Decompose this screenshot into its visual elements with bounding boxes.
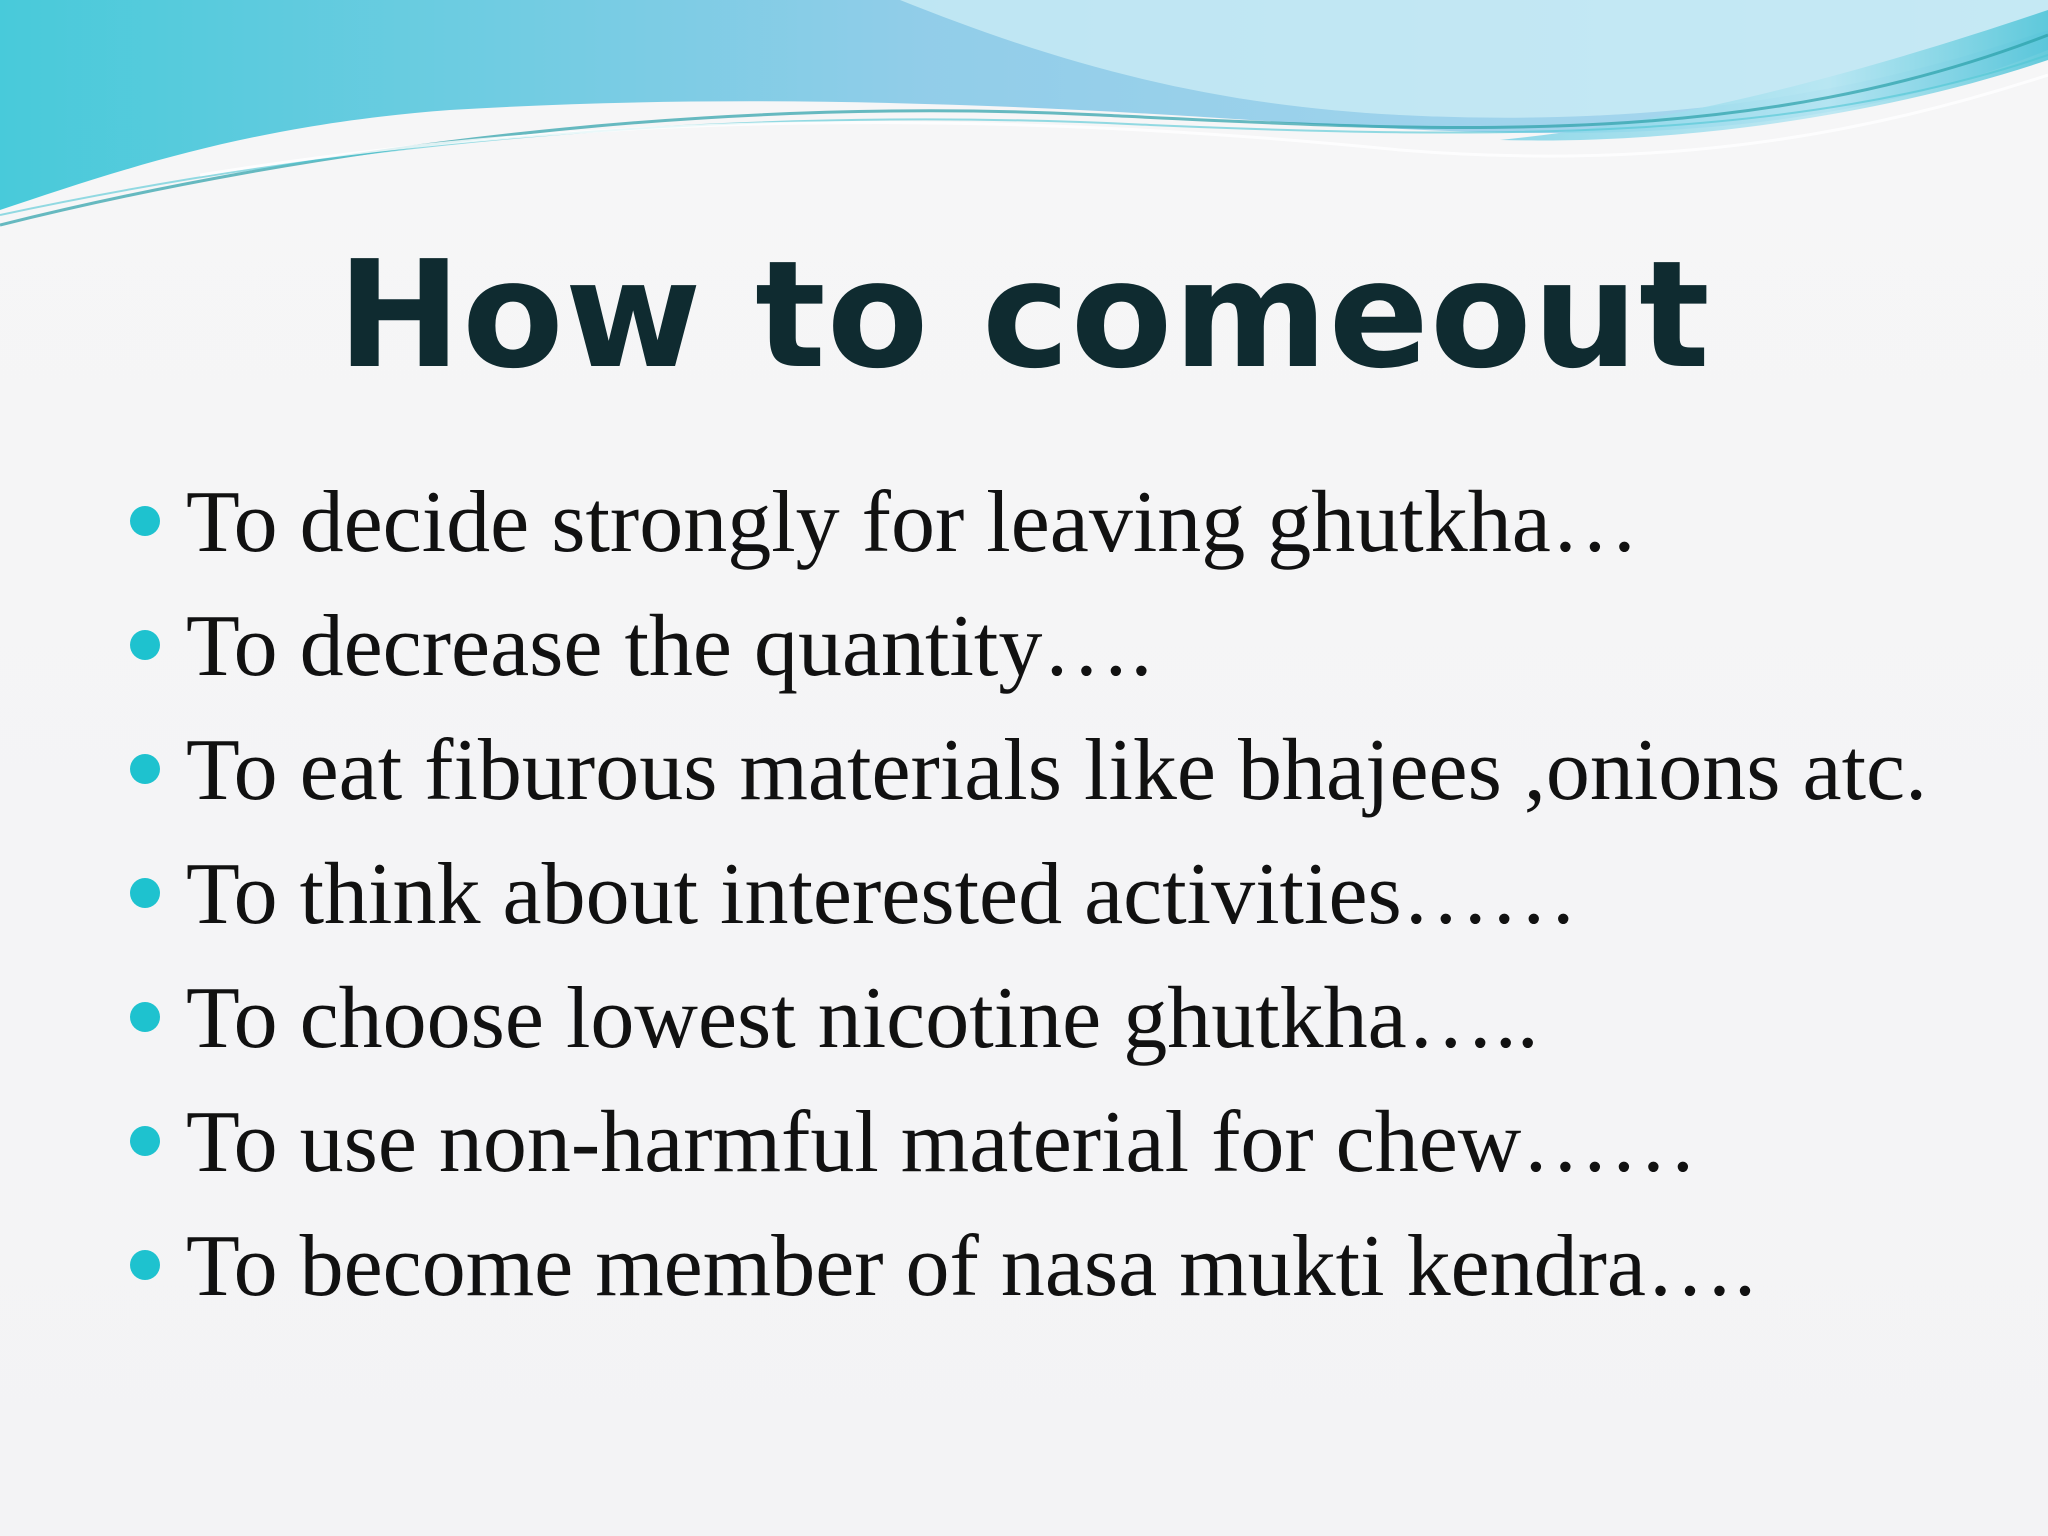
slide-title: How to comeout <box>337 229 1711 401</box>
bullet-dot-icon <box>130 1002 160 1032</box>
bullet-text: To choose lowest nicotine ghutkha….. <box>186 970 1539 1067</box>
bullet-text: To decide strongly for leaving ghutkha… <box>186 474 1639 571</box>
bullet-dot-icon <box>130 506 160 536</box>
bullet-text: To use non-harmful material for chew…… <box>186 1094 1698 1191</box>
bullet-dot-icon <box>130 754 160 784</box>
bullet-item <box>130 718 1960 824</box>
header-wave-decoration <box>0 0 2048 240</box>
bullet-text: To think about interested activities…… <box>186 846 1578 943</box>
bullet-item <box>130 842 1960 948</box>
bullet-item <box>130 470 1960 576</box>
bullet-item <box>130 594 1960 700</box>
bullet-text: To decrease the quantity…. <box>186 598 1153 695</box>
bullet-dot-icon <box>130 878 160 908</box>
bullet-item <box>130 1090 1960 1196</box>
bullet-item <box>130 1214 1960 1320</box>
bullet-text: To eat fiburous materials like bhajees ,onions atc. <box>186 722 1928 819</box>
bullet-text: To become member of nasa mukti kendra…. <box>186 1218 1756 1315</box>
bullet-dot-icon <box>130 1250 160 1280</box>
bullet-dot-icon <box>130 630 160 660</box>
bullet-list <box>130 470 1960 1338</box>
bullet-dot-icon <box>130 1126 160 1156</box>
bullet-item <box>130 966 1960 1072</box>
